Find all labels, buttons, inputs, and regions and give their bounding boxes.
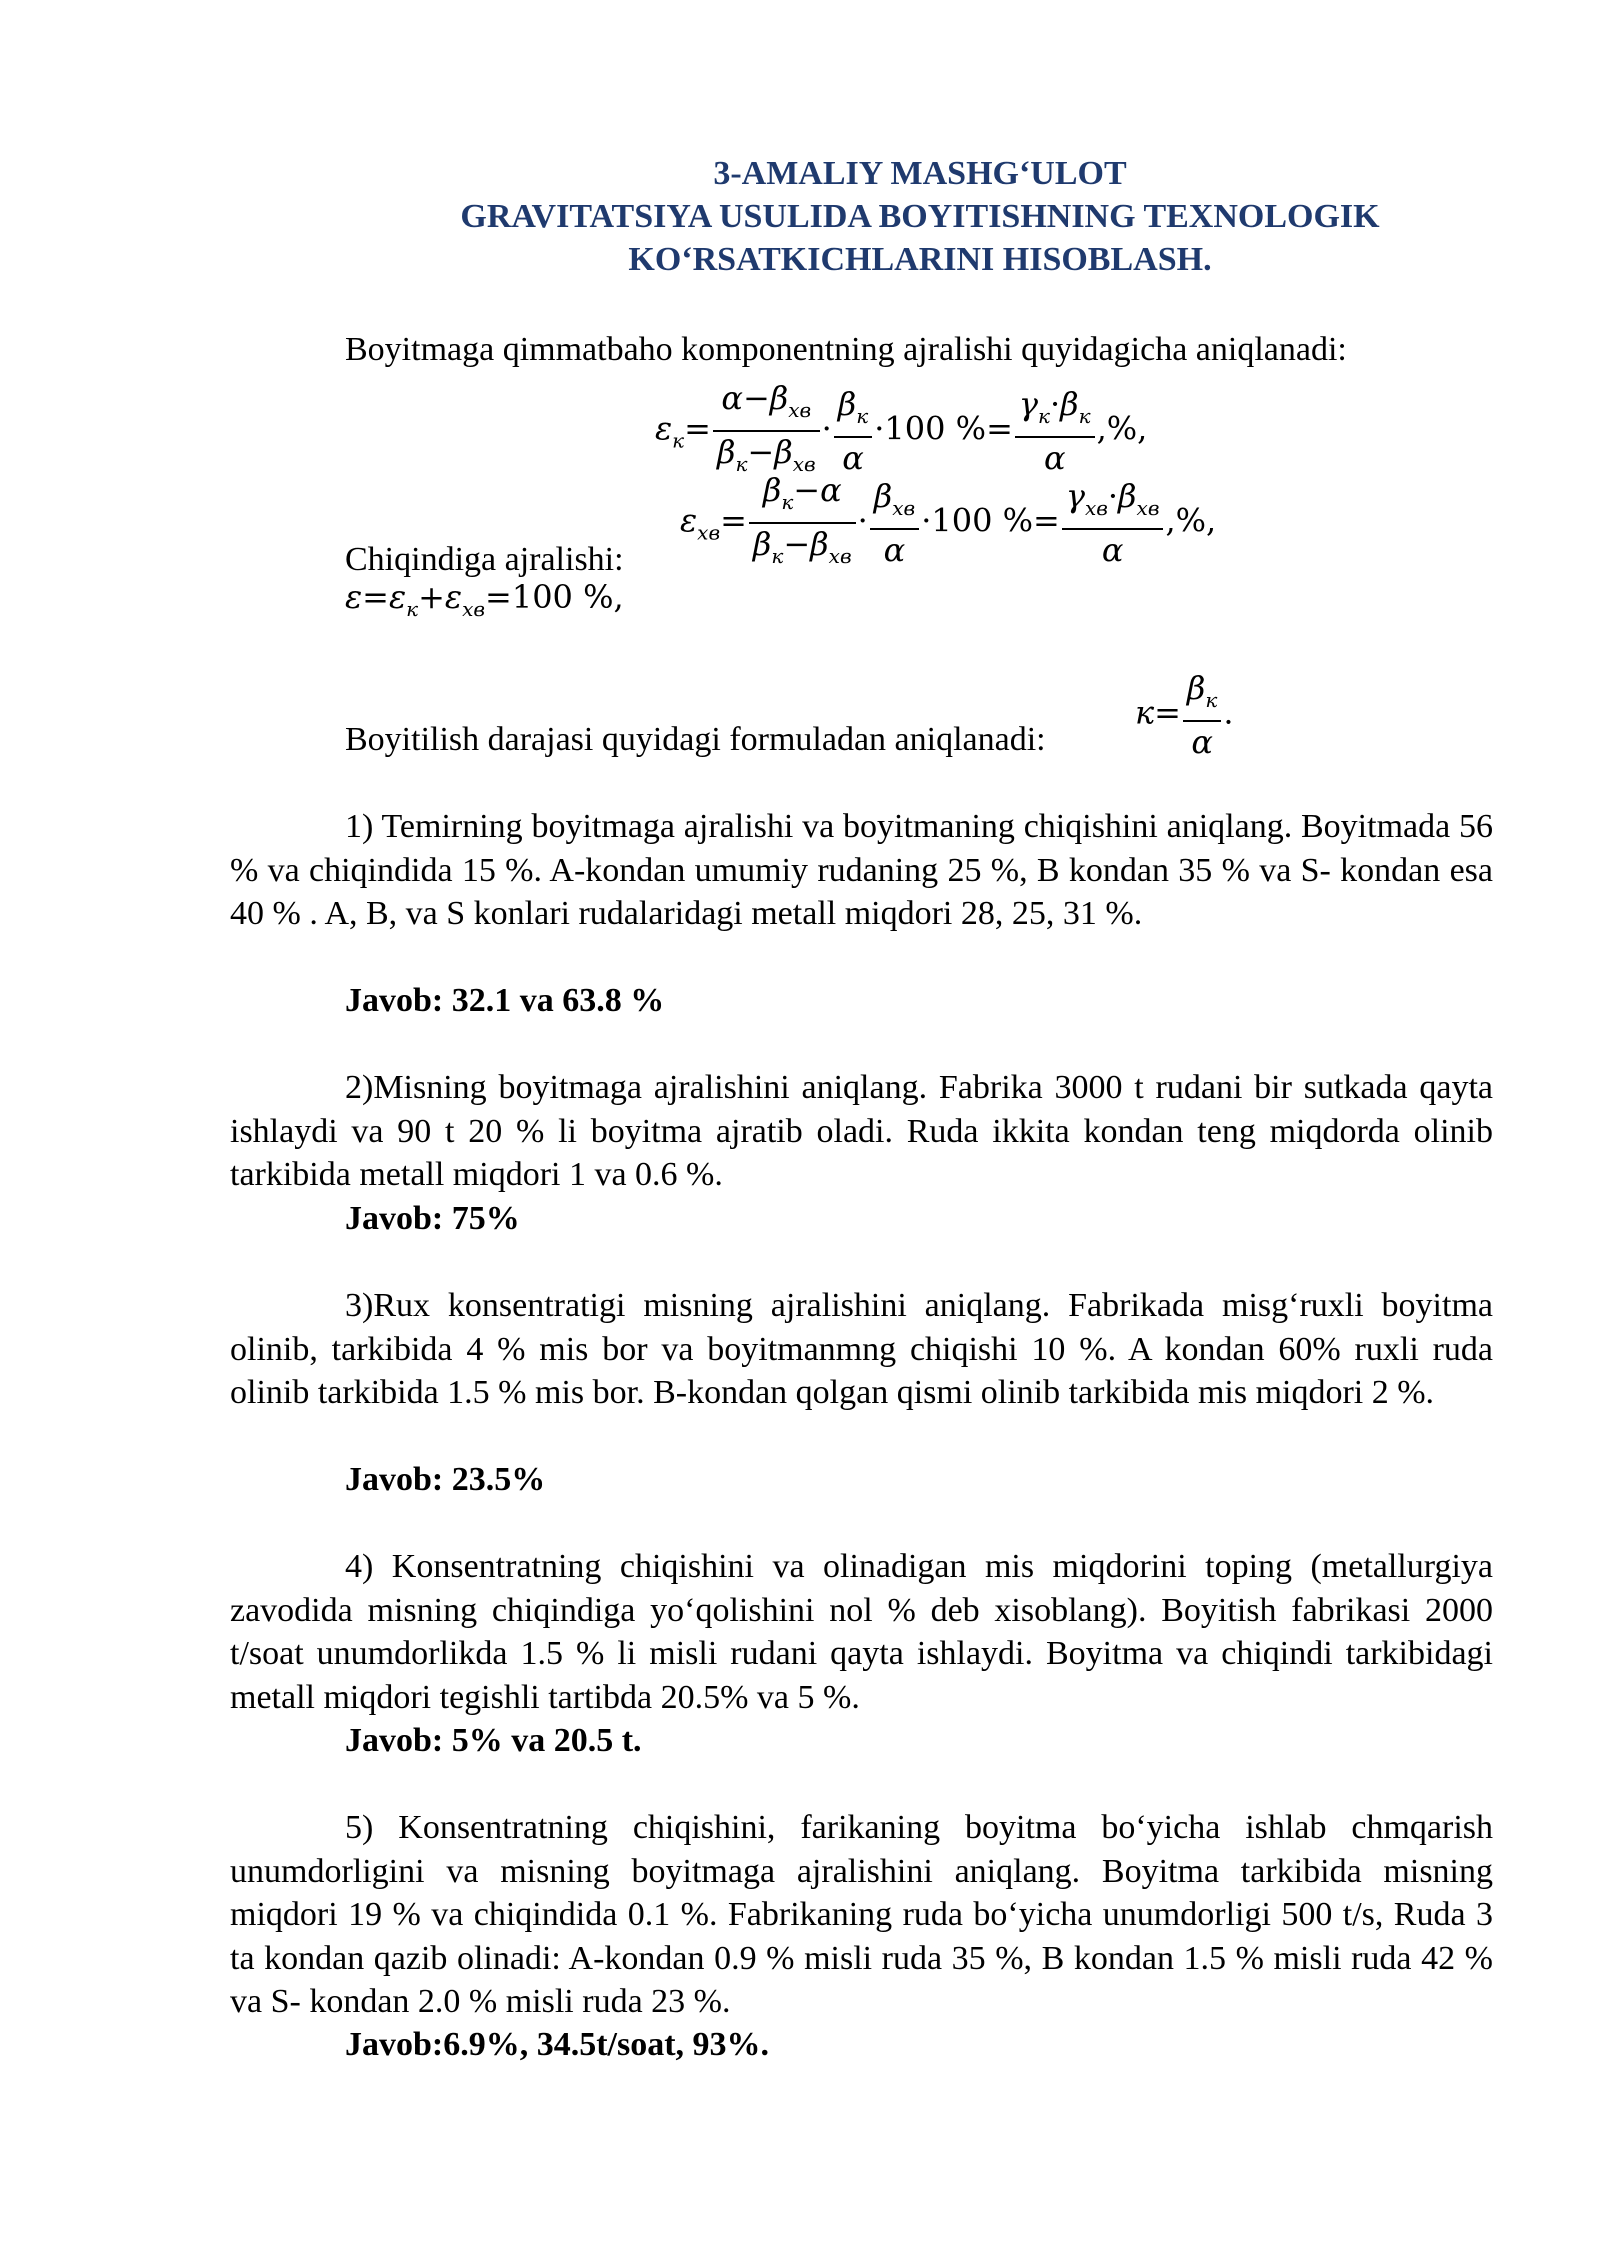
problem-5-answer: Javob:6.9%, 34.5t/soat, 93%. xyxy=(345,2026,770,2063)
title-line-2: GRAVITATSIYA USULIDA BOYITISHNING TEXNOLOGIK xyxy=(460,198,1380,235)
problem-text: Temirning boyitmaga ajralishi va boyitmaning chiqishini aniqlang. Boyitmada 56 % va chiqindida 15 %. A-kondan umumiy rudaning 25 %, B kondan 35 % va S- kondan esa 40 % . A, B, va S konlari rudalaridagi metall miqdori 28, 25, 31 %. xyxy=(230,808,1493,932)
problem-5 xyxy=(230,1806,1493,2024)
problem-1 xyxy=(230,805,1493,936)
problem-4-answer: Javob: 5% va 20.5 t. xyxy=(345,1722,642,1759)
problem-4 xyxy=(230,1545,1493,1719)
problem-number: 1) xyxy=(345,808,374,845)
formula-enrichment-ratio: к= $\frac{\beta_к}{\alpha}$ . xyxy=(1135,669,1234,761)
problem-number: 5) xyxy=(345,1809,374,1846)
intro-text: Boyitmaga qimmatbaho komponentning ajralishi quyidagicha aniqlanadi: xyxy=(345,331,1347,368)
formula-sum: $\varepsilon=\varepsilon_к+\varepsilon_{хв}=100$ %, xyxy=(345,578,624,621)
problem-2-answer: Javob: 75% xyxy=(345,1200,520,1237)
title-line-3: KO‘RSATKICHLARINI HISOBLASH. xyxy=(628,241,1212,278)
problem-number: 3) xyxy=(345,1287,374,1324)
formula-tailings-recovery: $\varepsilon_{хв}=$ $\frac{\beta_к-\alpha}{\beta_к-\beta_{хв}}$ · $\frac{\beta_{хв}}{\alpha}$ ·100 %= $\frac{\gamma_{хв}\cdot\beta_{хв}}{\alpha}$ ,%, xyxy=(680,471,1217,569)
tailings-label: Chiqindiga ajralishi: xyxy=(345,541,624,578)
title-line-1: 3-AMALIY MASHG‘ULOT xyxy=(713,155,1127,192)
problem-text: Konsentratning chiqishini va olinadigan mis miqdorini toping (metallurgiya zavodida misning chiqindiga yo‘qolishini nol % deb xisoblang). Boyitish fabrikasi 2000 t/soat unumdorlikda 1.5 % li misli rudani qayta ishlaydi. Boyitma va chiqindi tarkibidagi metall miqdori tegishli tartibda 20.5% va 5 %. xyxy=(230,1548,1494,1716)
enrichment-label: Boyitilish darajasi quyidagi formuladan aniqlanadi: xyxy=(345,721,1046,758)
problem-text: Rux konsentratigi misning ajralishini aniqlang. Fabrikada misg‘ruxli boyitma olinib, tarkibida 4 % mis bor va boyitmanmng chiqishi 10 %. A kondan 60% ruxli ruda olinib tarkibida 1.5 % mis bor. B-kondan qolgan qismi olinib tarkibida mis miqdori 2 %. xyxy=(230,1287,1493,1411)
problem-3-answer: Javob: 23.5% xyxy=(345,1461,546,1498)
problem-1-answer: Javob: 32.1 va 63.8 % xyxy=(345,982,665,1019)
problem-number: 4) xyxy=(345,1548,374,1585)
problem-text: Konsentratning chiqishini, farikaning boyitma bo‘yicha ishlab chmqarish unumdorligini va misning boyitmaga ajralishini aniqlang. Boyitma tarkibida misning miqdori 19 % va chiqindida 0.1 %. Fabrikaning ruda bo‘yicha unumdorligi 500 t/s, Ruda 3 ta kondan qazib olinadi: A-kondan 0.9 % misli ruda 35 %, B kondan 1.5 % misli ruda 42 % va S- kondan 2.0 % misli ruda 23 %. xyxy=(230,1809,1494,2020)
formula-concentrate-recovery: $\varepsilon_к=$ $\frac{\alpha-\beta_{хв}}{\beta_к-\beta_{хв}}$ · $\frac{\beta_к}{\alpha}$ ·100 %= $\frac{\gamma_к\cdot\beta_к}{\alpha}$ ,%, xyxy=(655,379,1148,477)
problem-2 xyxy=(230,1066,1493,1197)
problem-number: 2) xyxy=(345,1069,374,1106)
problem-text: Misning boyitmaga ajralishini aniqlang. Fabrika 3000 t rudani bir sutkada qayta ishlaydi va 90 t 20 % li boyitma ajratib oladi. Ruda ikkita kondan teng miqdorda olinib tarkibida metall miqdori 1 va 0.6 %. xyxy=(230,1069,1493,1193)
problem-3 xyxy=(230,1284,1493,1415)
